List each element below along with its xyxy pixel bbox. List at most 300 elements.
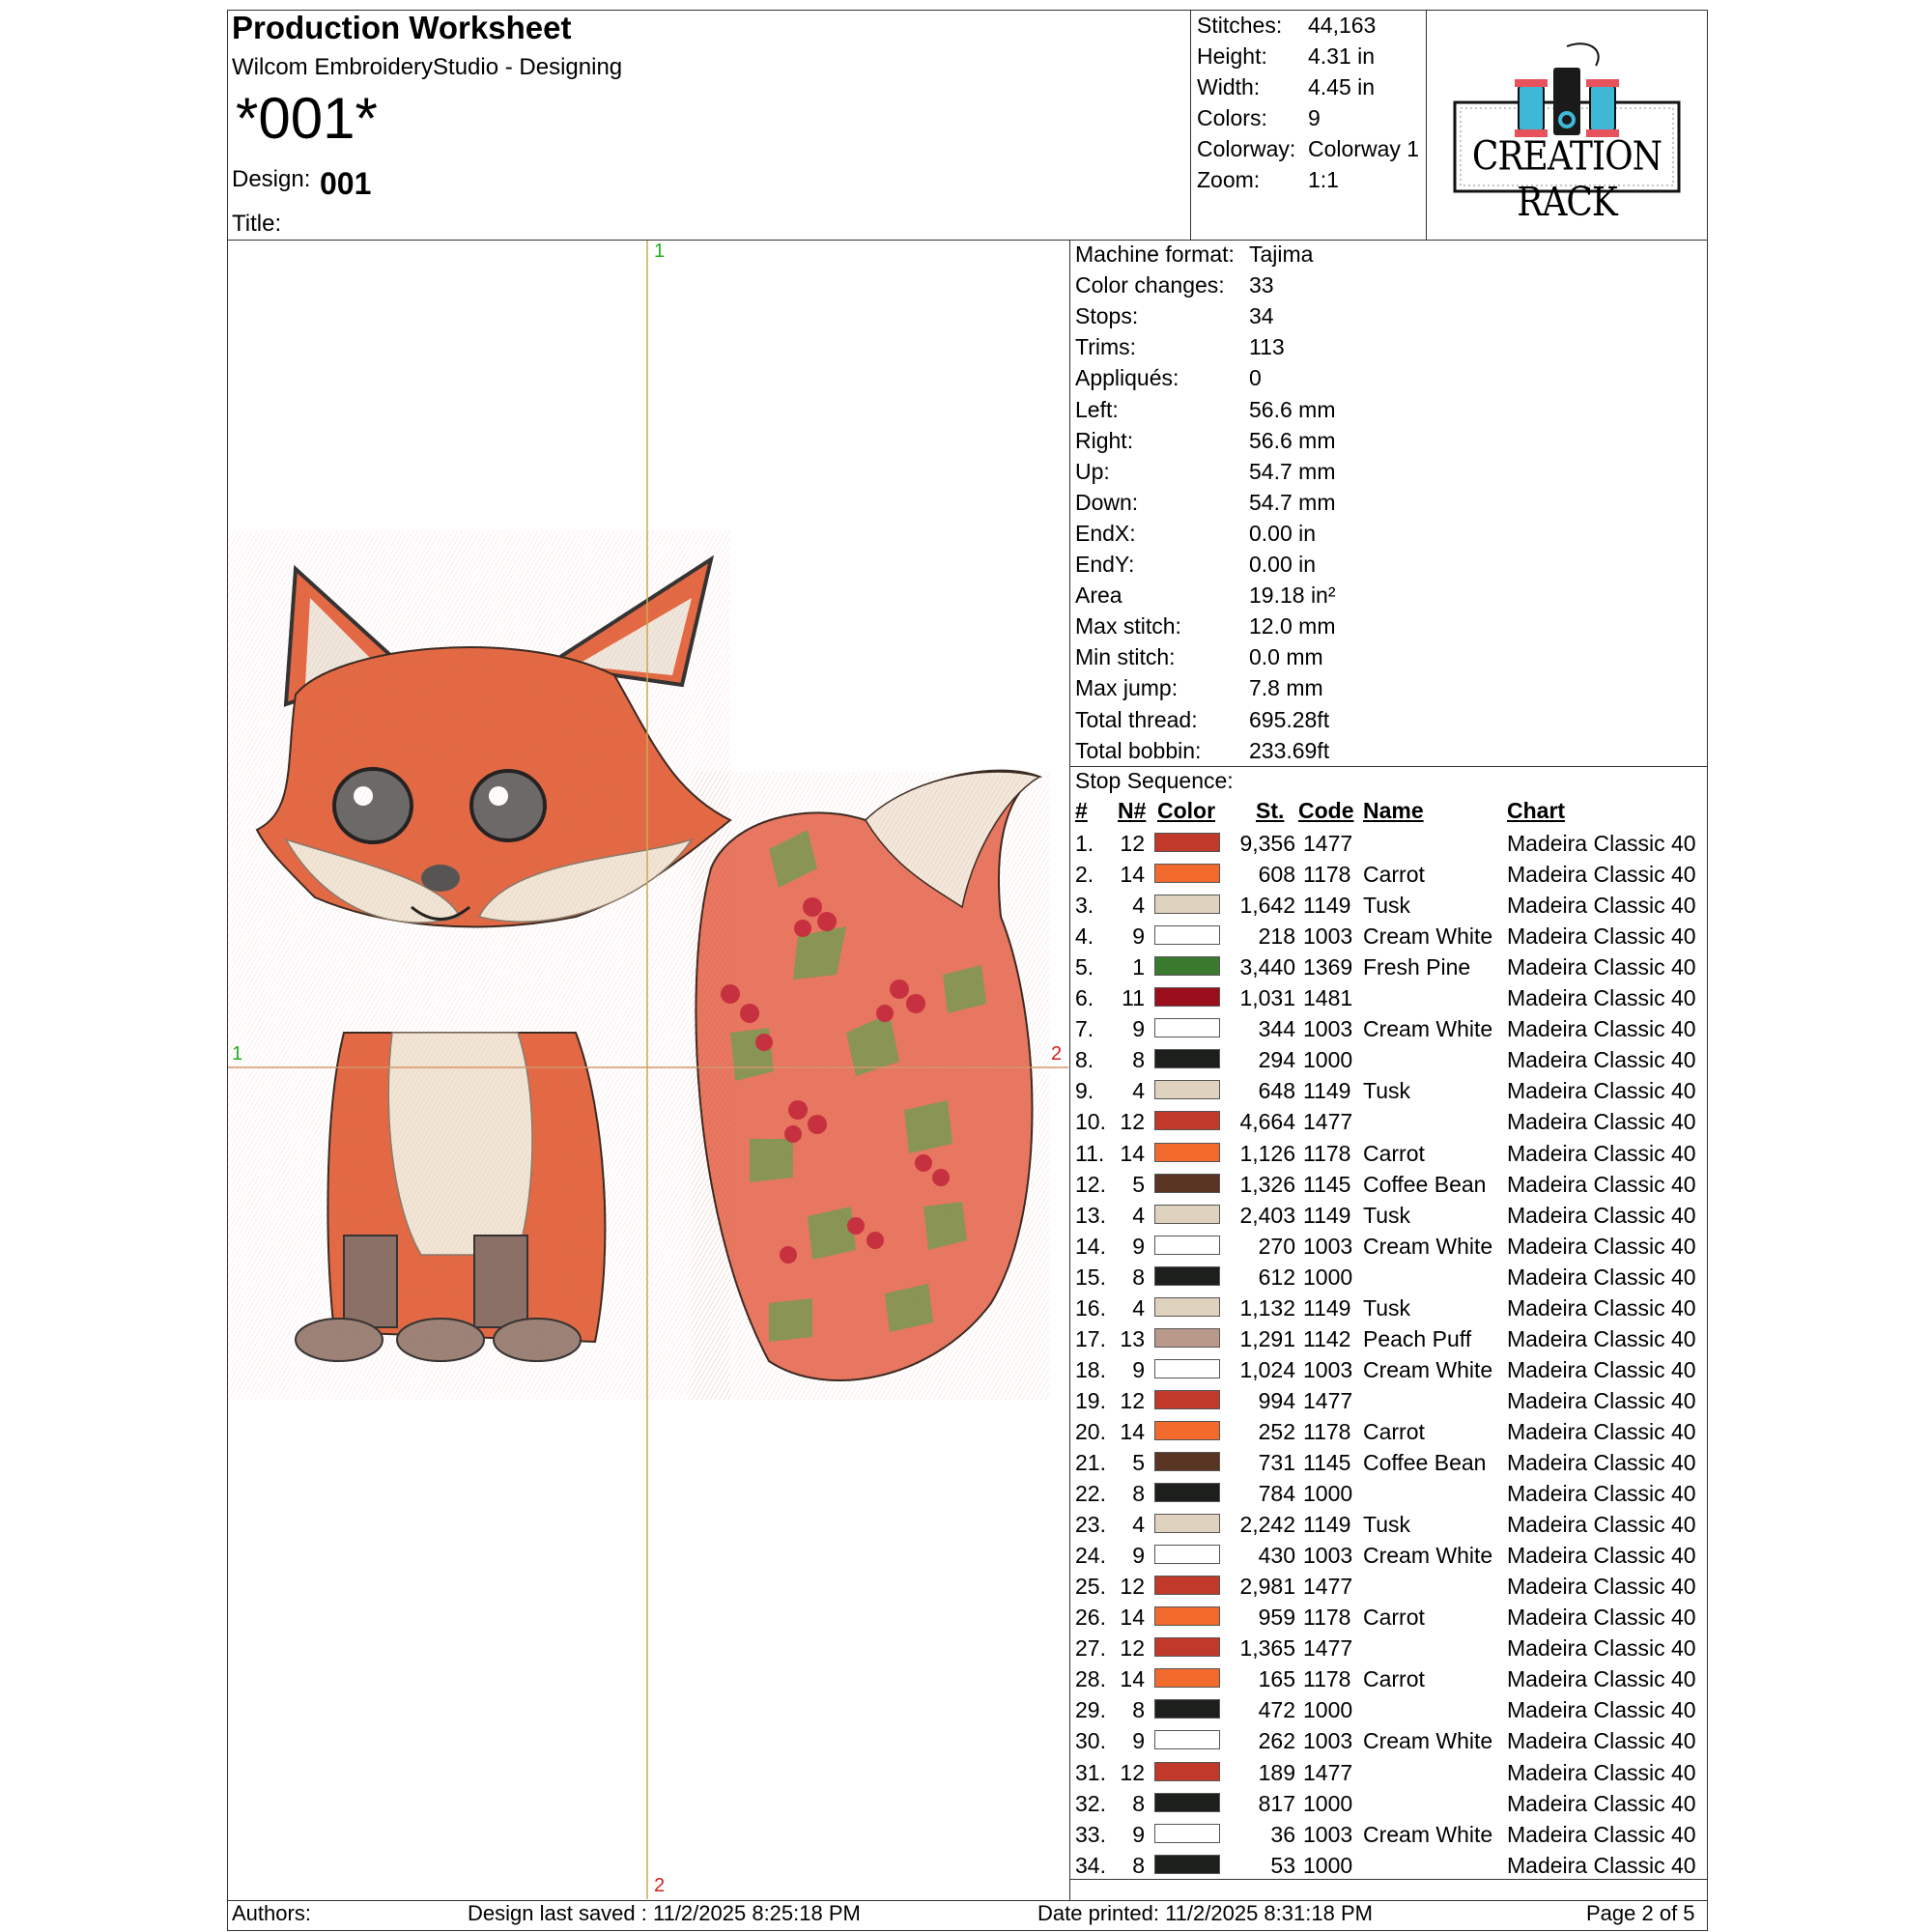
thread-chart: Madeira Classic 40 — [1507, 1543, 1696, 1569]
machine-stat-value: 12.0 mm — [1249, 613, 1336, 639]
stop-index: 25. — [1075, 1574, 1106, 1600]
thread-color-swatch — [1154, 1637, 1220, 1657]
needle-number: 4 — [1132, 893, 1145, 919]
thread-code: 1178 — [1303, 1418, 1351, 1444]
stop-index: 10. — [1075, 1109, 1106, 1135]
thread-code: 1477 — [1303, 1109, 1353, 1135]
stitch-count: 4,664 — [1239, 1109, 1295, 1135]
thread-code: 1003 — [1303, 1543, 1353, 1569]
stop-row — [1075, 1169, 1703, 1200]
stop-row — [1075, 1509, 1703, 1540]
stop-row — [1075, 952, 1703, 982]
thread-code: 1003 — [1303, 1728, 1353, 1754]
machine-stat-value: 0.0 mm — [1249, 644, 1323, 670]
machine-stat-label: Max stitch: — [1075, 613, 1181, 639]
thread-color-swatch — [1154, 1205, 1220, 1224]
stop-row — [1075, 1106, 1703, 1137]
software-label: Wilcom EmbroideryStudio - Designing — [232, 54, 623, 80]
stop-index: 29. — [1075, 1697, 1106, 1723]
machine-stat-value: 0.00 in — [1249, 520, 1317, 546]
thread-chart: Madeira Classic 40 — [1507, 985, 1696, 1011]
col-header-code: Code — [1298, 798, 1354, 823]
col-header-idx: # — [1075, 798, 1088, 823]
stop-row — [1075, 1013, 1703, 1044]
thread-code: 1003 — [1303, 1016, 1353, 1042]
thread-color-swatch — [1154, 895, 1220, 914]
stop-row — [1075, 1663, 1703, 1694]
thread-color-swatch — [1154, 1266, 1220, 1286]
stop-row — [1075, 1200, 1703, 1231]
stop-index: 17. — [1075, 1325, 1106, 1351]
stop-index: 21. — [1075, 1450, 1106, 1475]
thread-chart: Madeira Classic 40 — [1507, 1635, 1696, 1662]
thread-color-swatch — [1154, 1514, 1220, 1533]
thread-name: Tusk — [1363, 1078, 1410, 1104]
summary-value: 4.45 in — [1308, 74, 1376, 99]
thread-name: Carrot — [1363, 862, 1425, 888]
thread-code: 1477 — [1303, 831, 1353, 856]
thread-chart: Madeira Classic 40 — [1507, 1852, 1696, 1878]
stop-index: 6. — [1075, 985, 1094, 1011]
stop-index: 1. — [1075, 831, 1094, 856]
machine-stat-label: Trims: — [1075, 334, 1137, 360]
thread-name: Carrot — [1363, 1418, 1425, 1444]
stop-row — [1075, 1725, 1703, 1756]
summary-label: Height: — [1197, 43, 1267, 69]
stop-index: 19. — [1075, 1387, 1106, 1413]
thread-color-swatch — [1154, 1452, 1220, 1471]
thread-color-swatch — [1154, 1297, 1220, 1317]
thread-code: 1000 — [1303, 1047, 1353, 1073]
needle-number: 4 — [1132, 1512, 1145, 1538]
machine-stat-value: 34 — [1249, 303, 1274, 329]
stitch-count: 608 — [1258, 862, 1295, 888]
stop-row — [1075, 1323, 1703, 1354]
thread-code: 1481 — [1303, 985, 1353, 1011]
thread-color-swatch — [1154, 1730, 1220, 1749]
thread-name: Carrot — [1363, 1605, 1425, 1631]
machine-stat-value: 113 — [1249, 334, 1285, 360]
stitch-count: 189 — [1258, 1759, 1295, 1785]
stop-row — [1075, 890, 1703, 921]
machine-stat-value: Tajima — [1249, 242, 1314, 267]
thread-code: 1369 — [1303, 954, 1353, 980]
stop-row — [1075, 1694, 1703, 1725]
thread-name: Cream White — [1363, 1821, 1493, 1847]
thread-chart: Madeira Classic 40 — [1507, 1759, 1696, 1785]
stop-index: 24. — [1075, 1543, 1106, 1569]
machine-stat-label: Down: — [1075, 489, 1139, 515]
fox-embroidery-image — [228, 241, 1068, 1899]
thread-name: Cream White — [1363, 1543, 1493, 1569]
stitch-count: 262 — [1258, 1728, 1295, 1754]
machine-stat-value: 54.7 mm — [1249, 458, 1336, 484]
thread-color-swatch — [1154, 1699, 1220, 1719]
machine-stat-value: 54.7 mm — [1249, 489, 1336, 515]
machine-stat-label: Right: — [1075, 427, 1134, 453]
thread-chart: Madeira Classic 40 — [1507, 831, 1696, 856]
summary-label: Zoom: — [1197, 167, 1261, 192]
design-label: Design: — [232, 166, 311, 192]
thread-code: 1477 — [1303, 1635, 1353, 1662]
col-header-stitches: St. — [1256, 798, 1285, 823]
thread-color-swatch — [1154, 1483, 1220, 1502]
stop-row — [1075, 1044, 1703, 1075]
thread-code: 1145 — [1303, 1171, 1351, 1197]
thread-chart: Madeira Classic 40 — [1507, 1109, 1696, 1135]
thread-color-swatch — [1154, 1793, 1220, 1812]
summary-value: 9 — [1308, 105, 1321, 130]
thread-color-swatch — [1154, 956, 1220, 976]
stop-row — [1075, 982, 1703, 1013]
machine-stat-label: Up: — [1075, 458, 1110, 484]
thread-color-swatch — [1154, 1018, 1220, 1037]
thread-name: Coffee Bean — [1363, 1450, 1487, 1475]
stitch-count: 53 — [1270, 1852, 1295, 1878]
thread-chart: Madeira Classic 40 — [1507, 1294, 1696, 1321]
stop-row — [1075, 1447, 1703, 1478]
needle-number: 8 — [1132, 1047, 1145, 1073]
machine-stat-value: 233.69ft — [1249, 737, 1330, 763]
thread-name: Tusk — [1363, 893, 1410, 919]
thread-code: 1178 — [1303, 1666, 1351, 1692]
stop-index: 11. — [1075, 1140, 1105, 1166]
thread-color-swatch — [1154, 1576, 1220, 1595]
thread-color-swatch — [1154, 864, 1220, 883]
stop-row — [1075, 921, 1703, 952]
stitch-count: 784 — [1258, 1481, 1295, 1507]
machine-stat-label: Left: — [1075, 396, 1119, 422]
stop-row — [1075, 1385, 1703, 1416]
summary-value: 44,163 — [1308, 13, 1377, 38]
thread-code: 1178 — [1303, 862, 1351, 888]
stitch-count: 1,126 — [1239, 1140, 1295, 1166]
thread-chart: Madeira Classic 40 — [1507, 1078, 1696, 1104]
thread-name: Tusk — [1363, 1512, 1410, 1538]
guide-marker-left: 1 — [232, 1043, 243, 1065]
needle-number: 4 — [1132, 1294, 1145, 1321]
needle-number: 9 — [1132, 1728, 1145, 1754]
stitch-count: 294 — [1258, 1047, 1295, 1073]
machine-stat-value: 0 — [1249, 365, 1262, 391]
thread-chart: Madeira Classic 40 — [1507, 1047, 1696, 1073]
machine-stat-label: Area — [1075, 582, 1122, 609]
thread-color-swatch — [1154, 1080, 1220, 1099]
thread-chart: Madeira Classic 40 — [1507, 1264, 1696, 1290]
stop-index: 18. — [1075, 1356, 1106, 1382]
col-header-chart: Chart — [1507, 798, 1566, 823]
machine-stat-value: 0.00 in — [1249, 552, 1317, 577]
thread-chart: Madeira Classic 40 — [1507, 862, 1696, 888]
machine-stat-value: 7.8 mm — [1249, 675, 1323, 701]
needle-number: 14 — [1120, 1605, 1145, 1631]
machine-stat-label: Min stitch: — [1075, 644, 1176, 670]
stop-row — [1075, 1075, 1703, 1106]
machine-stat-label: Total thread: — [1075, 706, 1198, 732]
summary-value: 1:1 — [1308, 167, 1339, 192]
stop-row — [1075, 1788, 1703, 1819]
footer-divider — [227, 1900, 1708, 1901]
guide-marker-right: 2 — [1051, 1043, 1063, 1065]
thread-chart: Madeira Classic 40 — [1507, 1666, 1696, 1692]
thread-chart: Madeira Classic 40 — [1507, 893, 1696, 919]
logo-col-divider — [1426, 10, 1427, 240]
worksheet-title: Production Worksheet — [232, 10, 572, 45]
thread-code: 1000 — [1303, 1790, 1353, 1816]
stop-sequence-label: Stop Sequence: — [1075, 768, 1234, 793]
thread-chart: Madeira Classic 40 — [1507, 1202, 1696, 1228]
stop-index: 14. — [1075, 1233, 1106, 1259]
thread-chart: Madeira Classic 40 — [1507, 1171, 1696, 1197]
thread-chart: Madeira Classic 40 — [1507, 1481, 1696, 1507]
footer-authors: Authors: — [232, 1901, 311, 1925]
stop-index: 33. — [1075, 1821, 1106, 1847]
machine-stat-label: Color changes: — [1075, 272, 1225, 298]
thread-color-swatch — [1154, 1236, 1220, 1255]
stitch-count: 1,024 — [1239, 1356, 1295, 1382]
thread-color-swatch — [1154, 1545, 1220, 1564]
stop-index: 3. — [1075, 893, 1094, 919]
thread-chart: Madeira Classic 40 — [1507, 1821, 1696, 1847]
needle-number: 9 — [1132, 1543, 1145, 1569]
thread-chart: Madeira Classic 40 — [1507, 954, 1696, 980]
thread-code: 1477 — [1303, 1759, 1353, 1785]
stop-index: 32. — [1075, 1790, 1106, 1816]
design-value: 001 — [320, 166, 372, 201]
thread-code: 1178 — [1303, 1605, 1351, 1631]
machine-stat-label: Machine format: — [1075, 242, 1235, 267]
thread-chart: Madeira Classic 40 — [1507, 1016, 1696, 1042]
stop-index: 5. — [1075, 954, 1094, 980]
needle-number: 9 — [1132, 923, 1145, 950]
thread-chart: Madeira Classic 40 — [1507, 1512, 1696, 1538]
thread-color-swatch — [1154, 1049, 1220, 1068]
thread-color-swatch — [1154, 1174, 1220, 1193]
thread-color-swatch — [1154, 1359, 1220, 1378]
stitch-count: 472 — [1258, 1697, 1295, 1723]
machine-stat-label: Appliqués: — [1075, 365, 1179, 391]
guide-marker-bottom: 2 — [654, 1875, 666, 1896]
header-col-divider — [1190, 10, 1191, 240]
thread-code: 1149 — [1303, 1512, 1351, 1538]
thread-chart: Madeira Classic 40 — [1507, 1790, 1696, 1816]
thread-code: 1003 — [1303, 923, 1353, 950]
thread-chart: Madeira Classic 40 — [1507, 1450, 1696, 1475]
stitch-count: 1,642 — [1239, 893, 1295, 919]
guide-marker-top: 1 — [654, 241, 666, 262]
design-preview — [228, 241, 1068, 1899]
stop-index: 27. — [1075, 1635, 1106, 1662]
stop-index: 23. — [1075, 1512, 1106, 1538]
stop-row — [1075, 1540, 1703, 1571]
thread-chart: Madeira Classic 40 — [1507, 923, 1696, 950]
stop-row — [1075, 1262, 1703, 1293]
needle-number: 8 — [1132, 1481, 1145, 1507]
thread-color-swatch — [1154, 987, 1220, 1007]
design-name-large: *001* — [236, 86, 378, 151]
thread-color-swatch — [1154, 1855, 1220, 1874]
summary-label: Colors: — [1197, 105, 1267, 130]
stop-index: 28. — [1075, 1666, 1106, 1692]
stitch-count: 165 — [1258, 1666, 1295, 1692]
logo-text: CREATION RACK — [1471, 133, 1662, 226]
stop-row — [1075, 859, 1703, 890]
machine-stat-value: 33 — [1249, 272, 1274, 298]
needle-number: 5 — [1132, 1171, 1145, 1197]
thread-chart: Madeira Classic 40 — [1507, 1387, 1696, 1413]
needle-number: 14 — [1120, 1418, 1145, 1444]
stop-row — [1075, 828, 1703, 859]
needle-number: 12 — [1120, 1759, 1145, 1785]
stop-row — [1075, 1602, 1703, 1633]
stop-index: 12. — [1075, 1171, 1106, 1197]
thread-code: 1149 — [1303, 1078, 1351, 1104]
needle-number: 12 — [1120, 831, 1145, 856]
thread-name: Coffee Bean — [1363, 1171, 1487, 1197]
thread-name: Tusk — [1363, 1202, 1410, 1228]
thread-code: 1149 — [1303, 1294, 1351, 1321]
stop-index: 30. — [1075, 1728, 1106, 1754]
machine-stat-label: Stops: — [1075, 303, 1139, 329]
stop-row — [1075, 1571, 1703, 1602]
stop-index: 16. — [1075, 1294, 1106, 1321]
thread-color-swatch — [1154, 925, 1220, 945]
stop-index: 20. — [1075, 1418, 1106, 1444]
summary-label: Width: — [1197, 74, 1261, 99]
summary-label: Stitches: — [1197, 13, 1283, 38]
thread-chart: Madeira Classic 40 — [1507, 1140, 1696, 1166]
stitch-count: 270 — [1258, 1233, 1295, 1259]
machine-stat-label: EndX: — [1075, 520, 1136, 546]
machine-stat-value: 56.6 mm — [1249, 427, 1336, 453]
needle-number: 4 — [1132, 1202, 1145, 1228]
stitch-count: 817 — [1258, 1790, 1295, 1816]
thread-code: 1142 — [1303, 1325, 1351, 1351]
thread-color-swatch — [1154, 1143, 1220, 1162]
needle-number: 14 — [1120, 1140, 1145, 1166]
needle-number: 1 — [1132, 954, 1145, 980]
thread-code: 1149 — [1303, 1202, 1351, 1228]
thread-code: 1178 — [1303, 1140, 1351, 1166]
thread-code: 1149 — [1303, 893, 1351, 919]
thread-name: Carrot — [1363, 1140, 1425, 1166]
thread-name: Cream White — [1363, 1728, 1493, 1754]
stitch-count: 2,242 — [1239, 1512, 1295, 1538]
thread-chart: Madeira Classic 40 — [1507, 1325, 1696, 1351]
thread-code: 1003 — [1303, 1356, 1353, 1382]
thread-chart: Madeira Classic 40 — [1507, 1356, 1696, 1382]
stop-row — [1075, 1757, 1703, 1788]
thread-color-swatch — [1154, 1390, 1220, 1409]
needle-number: 12 — [1120, 1387, 1145, 1413]
stop-row — [1075, 1354, 1703, 1385]
footer-last-saved: Design last saved : 11/2/2025 8:25:18 PM — [468, 1901, 861, 1925]
stop-index: 31. — [1075, 1759, 1106, 1785]
col-header-name: Name — [1363, 798, 1424, 823]
stitch-count: 2,981 — [1239, 1574, 1295, 1600]
stop-row — [1075, 1231, 1703, 1262]
preview-divider — [1069, 240, 1070, 1900]
stop-index: 2. — [1075, 862, 1094, 888]
stitch-count: 648 — [1258, 1078, 1295, 1104]
stop-row — [1075, 1850, 1703, 1881]
needle-number: 14 — [1120, 862, 1145, 888]
stop-index: 7. — [1075, 1016, 1094, 1042]
stitch-count: 344 — [1258, 1016, 1295, 1042]
thread-name: Cream White — [1363, 1233, 1493, 1259]
stitch-count: 994 — [1258, 1387, 1295, 1413]
stitch-count: 36 — [1270, 1821, 1295, 1847]
stitch-count: 1,365 — [1239, 1635, 1295, 1662]
thread-chart: Madeira Classic 40 — [1507, 1605, 1696, 1631]
stitch-count: 1,291 — [1239, 1325, 1295, 1351]
stop-row — [1075, 1293, 1703, 1323]
thread-color-swatch — [1154, 1328, 1220, 1348]
col-header-color: Color — [1157, 798, 1216, 823]
machine-stat-label: Total bobbin: — [1075, 737, 1202, 763]
stop-index: 15. — [1075, 1264, 1106, 1290]
summary-value: 4.31 in — [1308, 43, 1376, 69]
stop-row — [1075, 1633, 1703, 1663]
stitch-count: 252 — [1258, 1418, 1295, 1444]
stop-index: 22. — [1075, 1481, 1106, 1507]
thread-color-swatch — [1154, 1111, 1220, 1130]
stitch-count: 3,440 — [1239, 954, 1295, 980]
footer-date-printed: Date printed: 11/2/2025 8:31:18 PM — [1037, 1901, 1373, 1925]
stop-row — [1075, 1416, 1703, 1447]
machine-stat-value: 56.6 mm — [1249, 396, 1336, 422]
needle-number: 5 — [1132, 1450, 1145, 1475]
thread-chart: Madeira Classic 40 — [1507, 1574, 1696, 1600]
stitch-count: 2,403 — [1239, 1202, 1295, 1228]
thread-name: Cream White — [1363, 923, 1493, 950]
thread-chart: Madeira Classic 40 — [1507, 1697, 1696, 1723]
needle-number: 9 — [1132, 1233, 1145, 1259]
needle-number: 12 — [1120, 1574, 1145, 1600]
stop-row — [1075, 1478, 1703, 1509]
summary-value: Colorway 1 — [1308, 136, 1420, 161]
machine-stat-value: 695.28ft — [1249, 706, 1330, 732]
thread-chart: Madeira Classic 40 — [1507, 1728, 1696, 1754]
thread-code: 1145 — [1303, 1450, 1351, 1475]
thread-code: 1000 — [1303, 1264, 1353, 1290]
stitch-count: 430 — [1258, 1543, 1295, 1569]
thread-chart: Madeira Classic 40 — [1507, 1233, 1696, 1259]
thread-name: Cream White — [1363, 1356, 1493, 1382]
thread-color-swatch — [1154, 1421, 1220, 1440]
thread-name: Tusk — [1363, 1294, 1410, 1321]
machine-stat-label: EndY: — [1075, 552, 1135, 577]
thread-name: Cream White — [1363, 1016, 1493, 1042]
stitch-count: 731 — [1258, 1450, 1295, 1475]
title-label: Title: — [232, 211, 282, 237]
thread-name: Peach Puff — [1363, 1325, 1472, 1351]
needle-number: 8 — [1132, 1697, 1145, 1723]
stop-index: 8. — [1075, 1047, 1094, 1073]
thread-name: Carrot — [1363, 1666, 1425, 1692]
needle-number: 12 — [1120, 1635, 1145, 1662]
summary-label: Colorway: — [1197, 136, 1296, 161]
needle-number: 8 — [1132, 1790, 1145, 1816]
machine-stat-label: Max jump: — [1075, 675, 1179, 701]
thread-code: 1003 — [1303, 1821, 1353, 1847]
thread-color-swatch — [1154, 1762, 1220, 1781]
needle-number: 12 — [1120, 1109, 1145, 1135]
needle-number: 14 — [1120, 1666, 1145, 1692]
needle-number: 11 — [1122, 985, 1145, 1011]
thread-color-swatch — [1154, 833, 1220, 852]
stop-index: 4. — [1075, 923, 1094, 950]
